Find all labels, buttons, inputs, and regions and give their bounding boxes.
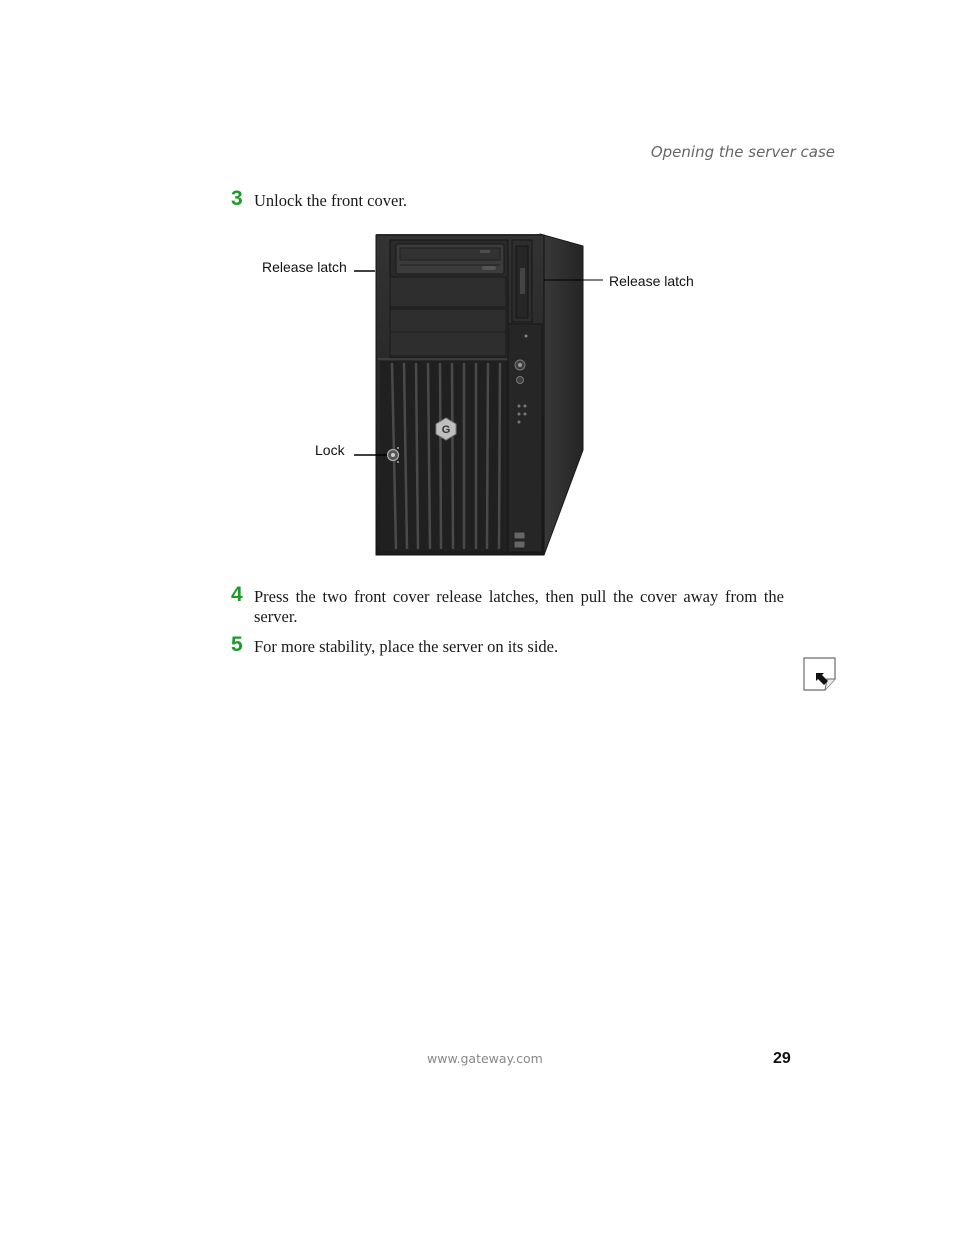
continued-arrow-icon — [801, 655, 839, 693]
step-number: 5 — [231, 633, 243, 656]
running-header: Opening the server case — [650, 143, 835, 161]
svg-text:G: G — [441, 424, 451, 436]
step-text: Press the two front cover release latches, then pull the cover away from the server. — [254, 587, 784, 626]
page-number: 29 — [773, 1050, 791, 1067]
callout-lock: Lock — [315, 442, 345, 458]
footer-url: www.gateway.com — [427, 1051, 543, 1066]
lock-icon — [388, 450, 399, 461]
front-grille — [380, 361, 508, 551]
step-text: For more stability, place the server on its side. — [254, 637, 559, 656]
step-number: 4 — [231, 583, 243, 606]
step-number: 3 — [231, 187, 243, 210]
callout-left-release-latch: Release latch — [262, 259, 347, 275]
reset-button-icon — [517, 377, 524, 384]
step-text: Unlock the front cover. — [254, 191, 408, 210]
server-figure — [250, 228, 720, 563]
callout-right-release-latch: Release latch — [609, 273, 694, 289]
